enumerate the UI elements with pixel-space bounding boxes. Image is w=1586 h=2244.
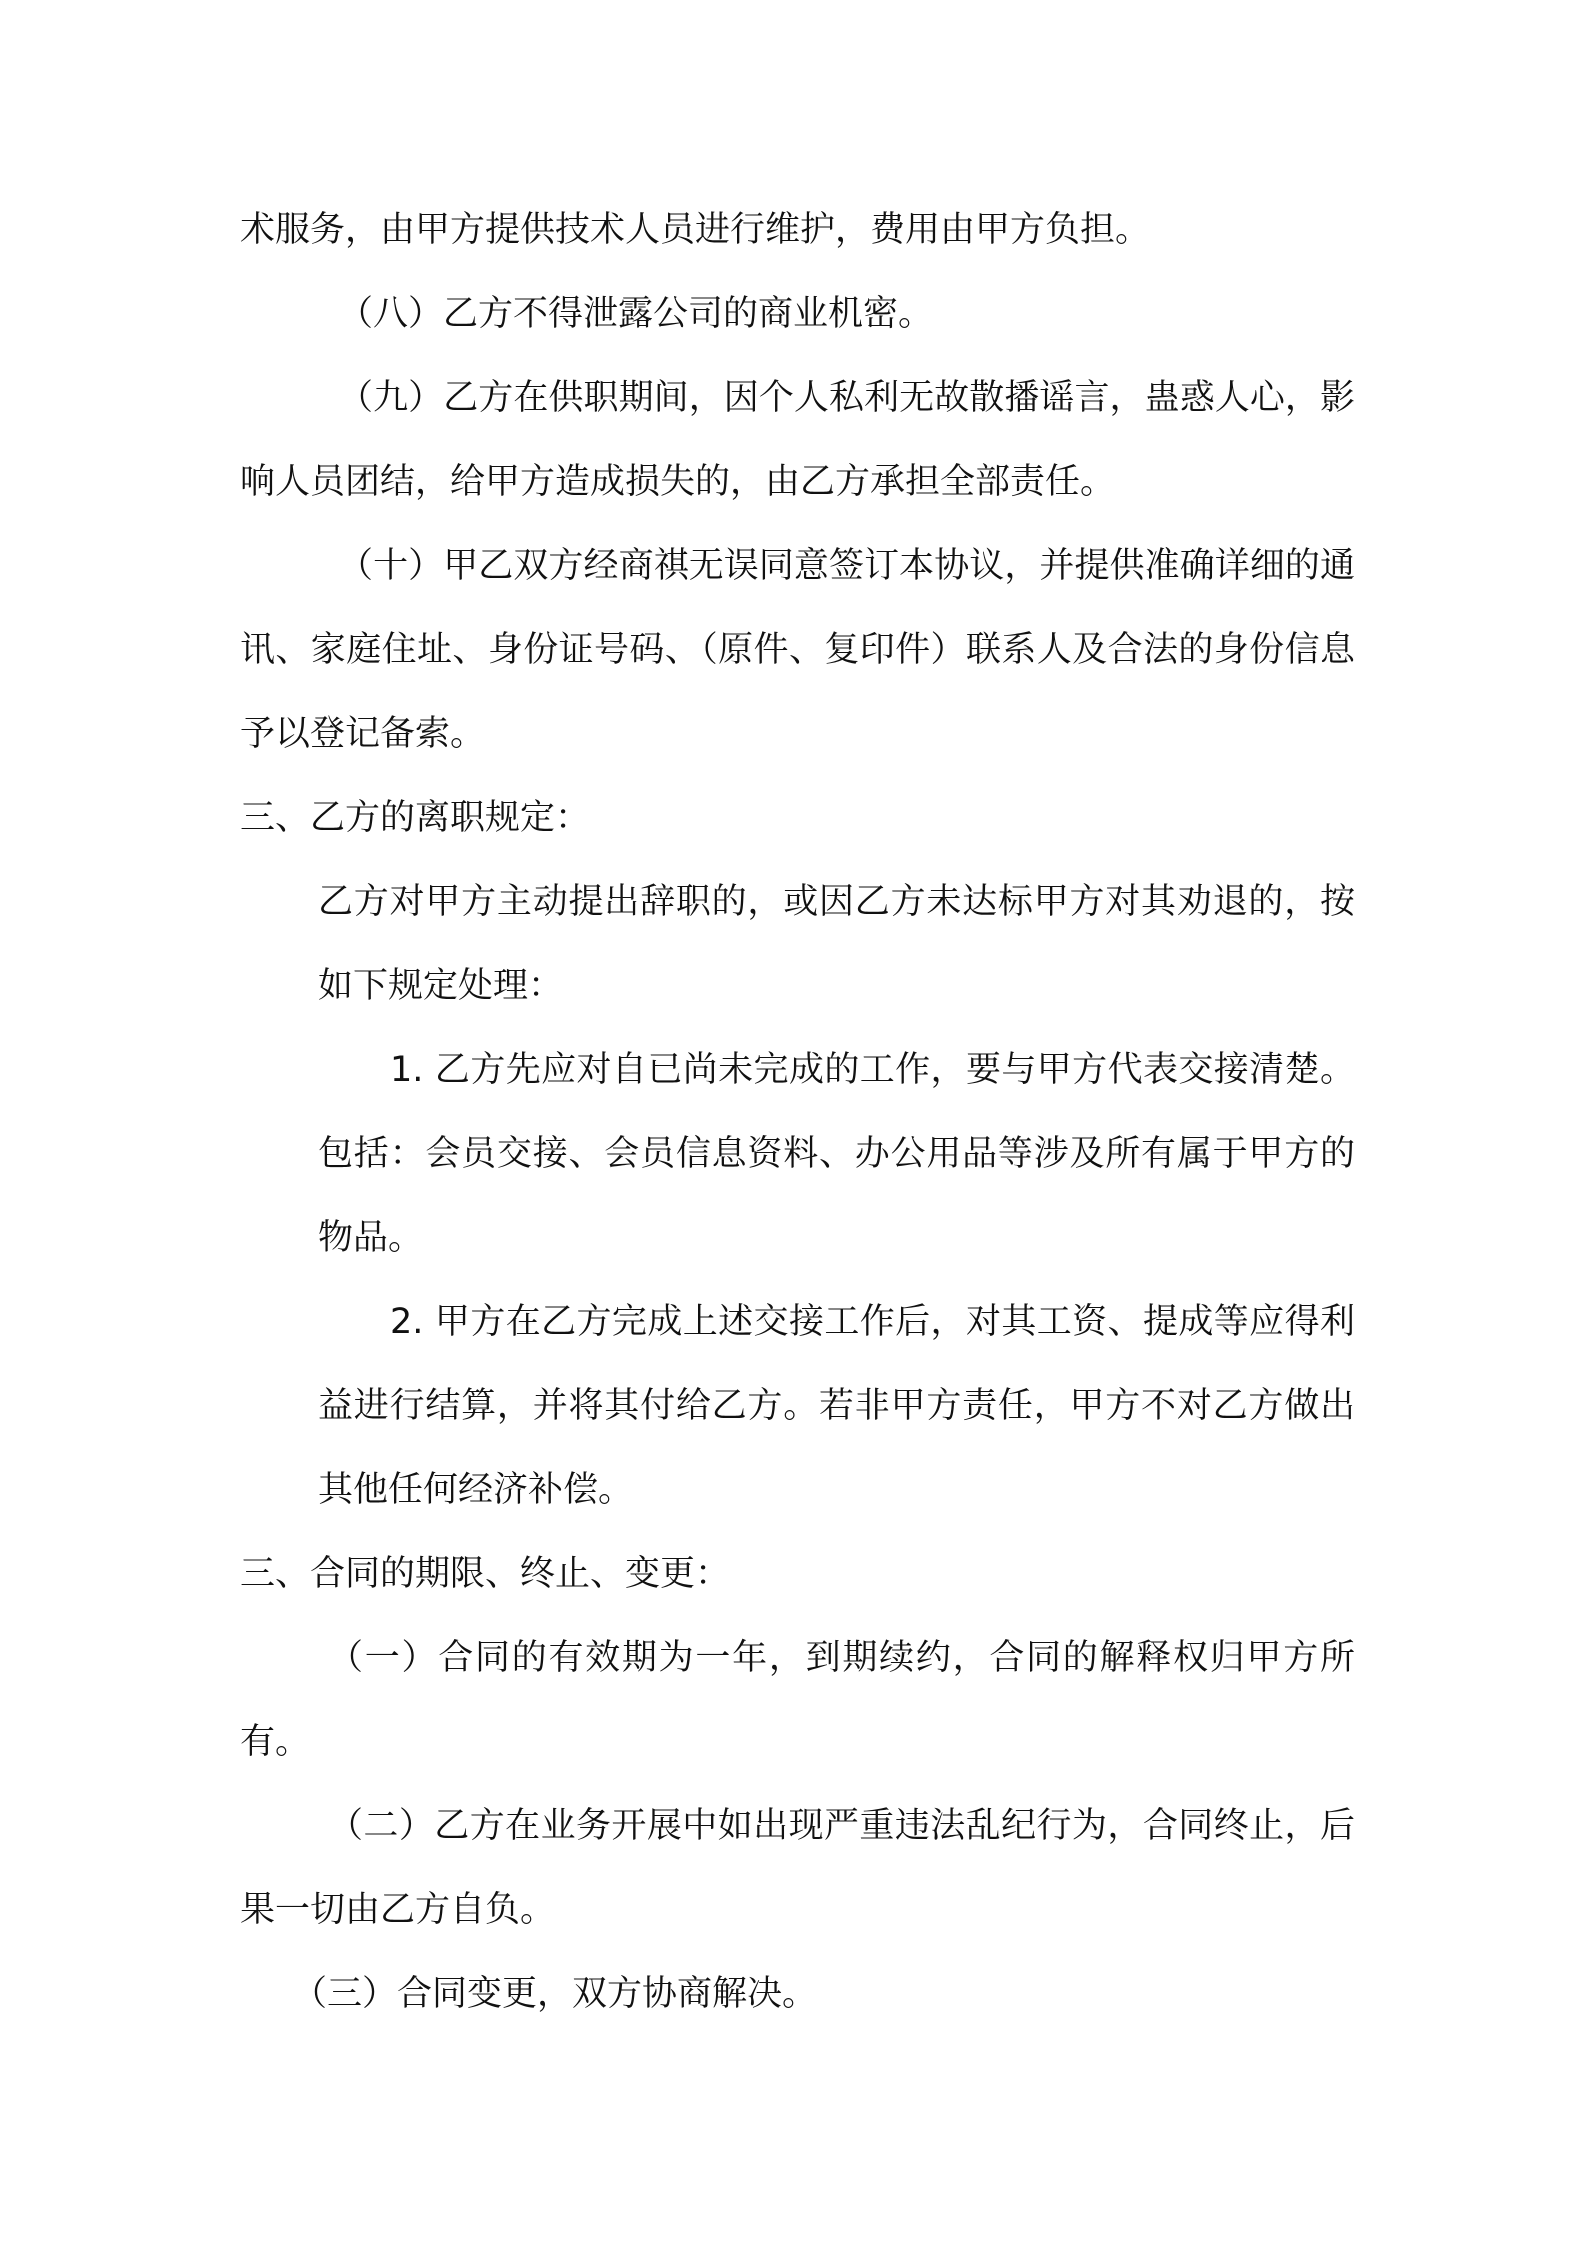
paragraph-resignation-item-2: [318, 1280, 1355, 1532]
paragraph-tech-service: [240, 188, 1355, 272]
paragraph-text: （一）合同的有效期为一年，到期续约，合同的解释权归甲方所有。: [240, 1638, 1355, 1762]
paragraph-text: 术服务，由甲方提供技术人员进行维护，费用由甲方负担。: [240, 210, 1151, 250]
paragraph-text: （二）乙方在业务开展中如出现严重违法乱纪行为，合同终止，后果一切由乙方自负。: [240, 1806, 1355, 1930]
paragraph-clause-10: [240, 524, 1355, 776]
paragraph-clause-9: [240, 356, 1355, 524]
paragraph-term-2: [240, 1784, 1355, 1952]
heading-text: 三、合同的期限、终止、变更：: [240, 1554, 731, 1594]
paragraph-text: （八）乙方不得泄露公司的商业机密。: [338, 294, 934, 334]
heading-text: 三、乙方的离职规定：: [240, 798, 591, 838]
paragraph-term-3: [240, 1952, 1355, 2036]
paragraph-term-1: [240, 1616, 1355, 1784]
paragraph-text: 乙方对甲方主动提出辞职的，或因乙方未达标甲方对其劝退的，按如下规定处理：: [318, 882, 1355, 1006]
paragraph-text: （三）合同变更，双方协商解决。: [292, 1974, 818, 2014]
paragraph-text: （十）甲乙双方经商祺无误同意签订本协议，并提供准确详细的通讯、家庭住址、身份证号码、（原件、复印件）联系人及合法的身份信息予以登记备索。: [240, 546, 1355, 754]
paragraph-resignation-item-1: [318, 1028, 1355, 1280]
paragraph-text: 1. 乙方先应对自已尚未完成的工作，要与甲方代表交接清楚。包括：会员交接、会员信息资料、办公用品等涉及所有属于甲方的物品。: [318, 1050, 1355, 1258]
paragraph-text: （九）乙方在供职期间，因个人私利无故散播谣言，蛊惑人心，影响人员团结，给甲方造成损失的，由乙方承担全部责任。: [240, 378, 1355, 502]
heading-contract-term: [240, 1532, 1355, 1616]
heading-resignation-rules: [240, 776, 1355, 860]
paragraph-resignation-intro: [318, 860, 1355, 1028]
paragraph-clause-8: [240, 272, 1355, 356]
paragraph-text: 2. 甲方在乙方完成上述交接工作后，对其工资、提成等应得利益进行结算，并将其付给乙方。若非甲方责任，甲方不对乙方做出其他任何经济补偿。: [318, 1302, 1355, 1510]
